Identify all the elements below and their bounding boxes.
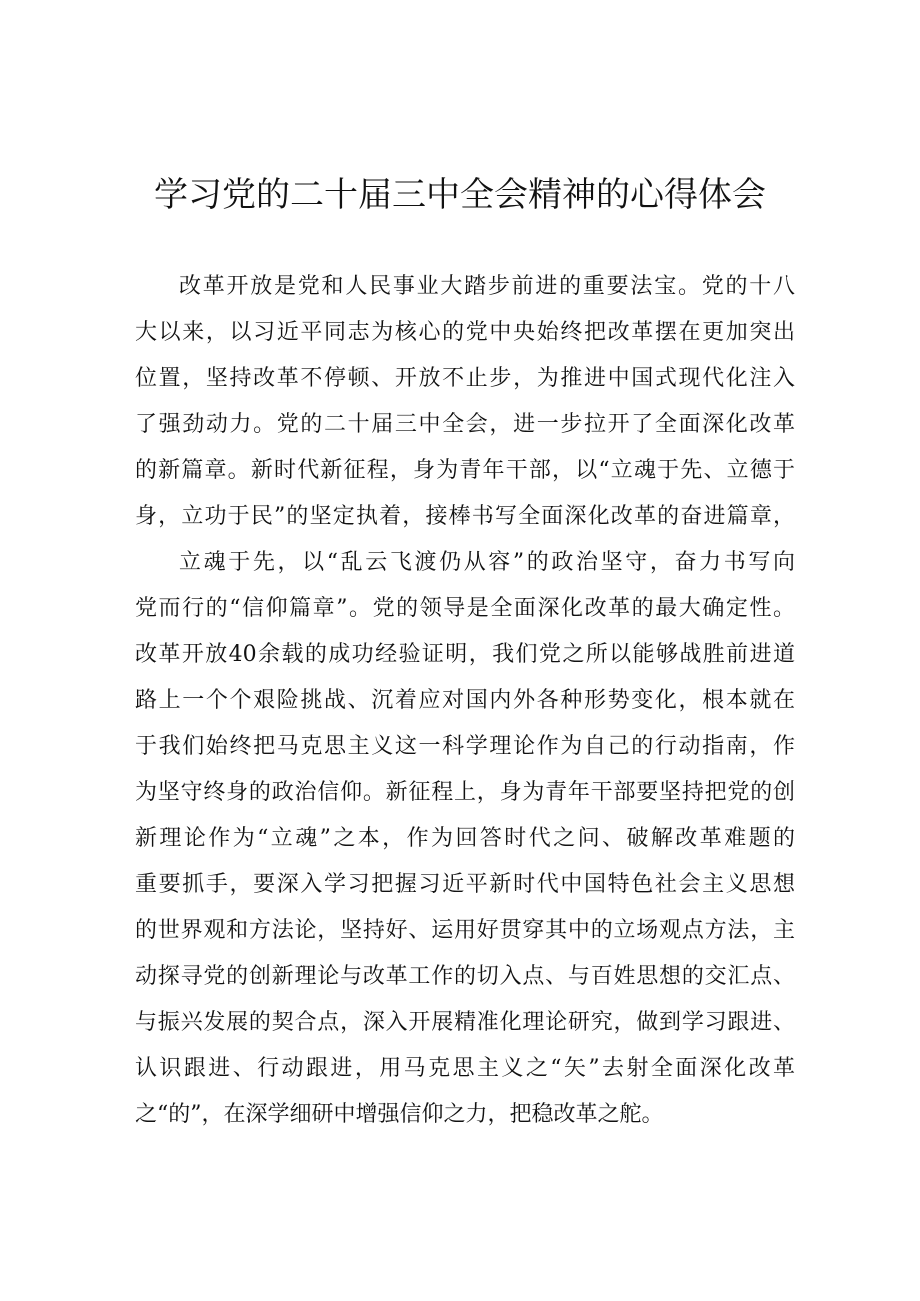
paragraph-1-line-5: 的新篇章。新时代新征程，身为青年干部，以“立魂于先、立德于 (135, 458, 795, 483)
paragraph-2-line-6: 为坚守终身的政治信仰。新征程上，身为青年干部要坚持把党的创 (135, 780, 795, 805)
paragraph-2-line-13: 之“的”，在深学细研中增强信仰之力，把稳改革之舵。 (135, 1102, 664, 1127)
paragraph-2-line-2: 党而行的“信仰篇章”。党的领导是全面深化改革的最大确定性。 (135, 596, 795, 621)
paragraph-1-line-6: 身，立功于民”的坚定执着，接棒书写全面深化改革的奋进篇章， (135, 504, 795, 529)
document-body (135, 264, 795, 1138)
document-title: 学习党的二十届三中全会精神的心得体会 (154, 175, 766, 215)
paragraph-2-line-12: 认识跟进、行动跟进，用马克思主义之“矢”去射全面深化改革 (135, 1056, 795, 1081)
paragraph-2-line-9: 的世界观和方法论，坚持好、运用好贯穿其中的立场观点方法，主 (135, 918, 795, 943)
paragraph-2-line-7: 新理论作为“立魂”之本，作为回答时代之问、破解改革难题的 (135, 826, 795, 851)
paragraph-2-line-10: 动探寻党的创新理论与改革工作的切入点、与百姓思想的交汇点、 (135, 964, 795, 989)
paragraph-2-line-4: 路上一个个艰险挑战、沉着应对国内外各种形势变化，根本就在 (135, 688, 795, 713)
paragraph-2-line-8: 重要抓手，要深入学习把握习近平新时代中国特色社会主义思想 (135, 872, 795, 897)
paragraph-1-line-3: 位置，坚持改革不停顿、开放不止步，为推进中国式现代化注入 (135, 366, 795, 391)
paragraph-1-line-4: 了强劲动力。党的二十届三中全会，进一步拉开了全面深化改革 (135, 412, 795, 437)
paragraph-1-line-1: 改革开放是党和人民事业大踏步前进的重要法宝。党的十八 (179, 274, 795, 299)
paragraph-2-line-5: 于我们始终把马克思主义这一科学理论作为自己的行动指南，作 (135, 734, 795, 759)
paragraph-2-line-11: 与振兴发展的契合点，深入开展精准化理论研究，做到学习跟进、 (135, 1010, 795, 1035)
paragraph-1-line-2: 大以来，以习近平同志为核心的党中央始终把改革摆在更加突出 (135, 320, 795, 345)
paragraph-2-line-1: 立魂于先，以“乱云飞渡仍从容”的政治坚守，奋力书写向 (179, 550, 795, 575)
paragraph-2-line-3: 改革开放40余载的成功经验证明，我们党之所以能够战胜前进道 (135, 642, 795, 667)
